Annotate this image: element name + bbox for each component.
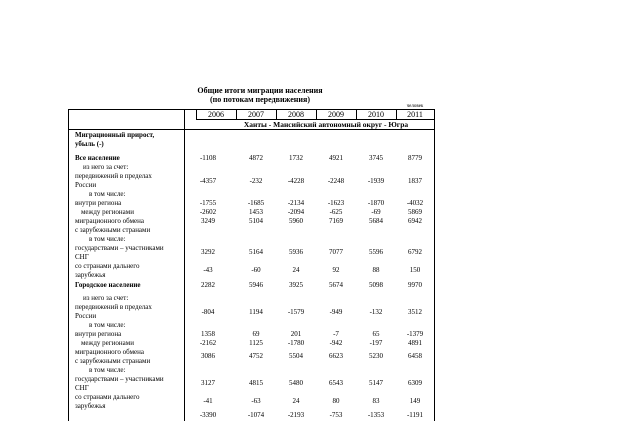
table-cell: 6942 bbox=[408, 217, 422, 225]
row-label-line: миграционного обмена bbox=[75, 348, 144, 356]
table-cell: 6458 bbox=[408, 352, 422, 360]
row-label-line: зарубежья bbox=[75, 271, 106, 279]
row-label-line: России bbox=[75, 312, 97, 320]
row-label bbox=[75, 303, 152, 321]
table-cell: -2162 bbox=[199, 339, 217, 347]
table-cell: 5674 bbox=[329, 281, 343, 289]
table-cell: -60 bbox=[251, 266, 261, 274]
row-label bbox=[75, 244, 164, 262]
row-label bbox=[75, 321, 126, 330]
table-cell: 4891 bbox=[408, 339, 422, 347]
row-label-line: Городское население bbox=[75, 281, 141, 289]
row-label-line: с зарубежными странами bbox=[75, 357, 151, 365]
year-divider bbox=[276, 109, 277, 120]
table-cell: -804 bbox=[201, 308, 215, 316]
table-cell: 92 bbox=[332, 266, 340, 274]
year-divider bbox=[396, 109, 397, 120]
row-label-line: передвижений в пределах bbox=[75, 303, 152, 311]
table-cell: -1685 bbox=[247, 199, 265, 207]
row-label-line: СНГ bbox=[75, 253, 89, 261]
row-label bbox=[75, 190, 126, 199]
year-header: 2008 bbox=[288, 110, 304, 119]
table-cell: -625 bbox=[329, 208, 343, 216]
year-header: 2007 bbox=[248, 110, 264, 119]
row-label-line: между регионами bbox=[81, 339, 134, 347]
table-cell: 3745 bbox=[369, 154, 383, 162]
table-cell: 6543 bbox=[329, 379, 343, 387]
table-cell: 3292 bbox=[201, 248, 215, 256]
table-cell: 7169 bbox=[329, 217, 343, 225]
region-title: Ханты - Мансийский автономный округ - Югра bbox=[243, 120, 409, 129]
table-cell: 4815 bbox=[249, 379, 263, 387]
row-label bbox=[75, 199, 121, 208]
table-cell: 4752 bbox=[249, 352, 263, 360]
table-cell: 9970 bbox=[408, 281, 422, 289]
row-label-line: внутри региона bbox=[75, 330, 122, 338]
row-label bbox=[75, 262, 139, 280]
table-cell: 83 bbox=[372, 397, 380, 405]
table-cell: 5104 bbox=[249, 217, 263, 225]
table-cell: -43 bbox=[203, 266, 213, 274]
table-cell: 2282 bbox=[201, 281, 215, 289]
row-label bbox=[75, 172, 152, 190]
table-cell: 3086 bbox=[201, 352, 215, 360]
table-cell: 3925 bbox=[289, 281, 303, 289]
table-cell: -753 bbox=[329, 411, 343, 419]
table-cell: 1125 bbox=[249, 339, 263, 347]
table-cell: -63 bbox=[251, 397, 261, 405]
table-cell: 201 bbox=[290, 330, 302, 338]
table-cell: 5936 bbox=[289, 248, 303, 256]
table-cell: -1191 bbox=[406, 411, 424, 419]
row-label bbox=[75, 217, 150, 235]
table-cell: -41 bbox=[203, 397, 213, 405]
row-label-line: в том числе: bbox=[89, 321, 126, 329]
table-cell: -2134 bbox=[287, 199, 305, 207]
table-cell: 5480 bbox=[289, 379, 303, 387]
row-label-line: государствами – участниками bbox=[75, 375, 164, 383]
row-label-line: со странами дальнего bbox=[75, 393, 140, 401]
row-label-line: в том числе: bbox=[89, 235, 126, 243]
table-cell: 5164 bbox=[249, 248, 263, 256]
row-label-line: Все население bbox=[75, 154, 120, 162]
table-cell: 5960 bbox=[289, 217, 303, 225]
table-cell: 150 bbox=[409, 266, 421, 274]
table-cell: 5946 bbox=[249, 281, 263, 289]
table-cell: 6623 bbox=[329, 352, 343, 360]
table-cell: 8779 bbox=[408, 154, 422, 162]
year-header: 2010 bbox=[368, 110, 384, 119]
table-cell: -2602 bbox=[199, 208, 217, 216]
table-cell: -4228 bbox=[287, 177, 305, 185]
row-label bbox=[75, 208, 134, 217]
table-cell: -197 bbox=[369, 339, 383, 347]
row-label bbox=[75, 235, 126, 244]
table-cell: 65 bbox=[372, 330, 380, 338]
row-label bbox=[75, 330, 121, 339]
table-cell: 4872 bbox=[249, 154, 263, 162]
row-label bbox=[75, 393, 139, 411]
row-label-line: СНГ bbox=[75, 384, 89, 392]
table-cell: -2094 bbox=[287, 208, 305, 216]
row-label-line: России bbox=[75, 181, 97, 189]
table-cell: 5230 bbox=[369, 352, 383, 360]
table-subtitle: (по потокам передвижения) bbox=[209, 95, 311, 104]
table-cell: -4032 bbox=[406, 199, 424, 207]
row-label bbox=[75, 375, 164, 393]
table-cell: -1353 bbox=[367, 411, 385, 419]
table-cell: -1074 bbox=[247, 411, 265, 419]
table-cell: -132 bbox=[369, 308, 383, 316]
row-label-line: в том числе: bbox=[89, 190, 126, 198]
year-divider bbox=[316, 109, 317, 120]
row-label bbox=[75, 339, 134, 348]
row-label bbox=[75, 163, 128, 172]
table-cell: 69 bbox=[252, 330, 260, 338]
row-label-line: из него за счет: bbox=[83, 163, 129, 171]
table-left-border bbox=[68, 109, 69, 421]
table-cell: 5684 bbox=[369, 217, 383, 225]
table-cell: 80 bbox=[332, 397, 340, 405]
table-cell: -942 bbox=[329, 339, 343, 347]
table-cell: 1194 bbox=[249, 308, 263, 316]
row-label-line: со странами дальнего bbox=[75, 262, 140, 270]
table-cell: -1870 bbox=[367, 199, 385, 207]
row-label-line: внутри региона bbox=[75, 199, 122, 207]
table-cell: -949 bbox=[329, 308, 343, 316]
table-cell: -1939 bbox=[367, 177, 385, 185]
table-cell: 88 bbox=[372, 266, 380, 274]
row-label-line: миграционного обмена bbox=[75, 217, 144, 225]
table-cell: 7077 bbox=[329, 248, 343, 256]
row-label-line: в том числе: bbox=[89, 366, 126, 374]
row-label bbox=[75, 281, 141, 290]
row-label-line: между регионами bbox=[81, 208, 134, 216]
table-cell: -1108 bbox=[199, 154, 217, 162]
table-cell: 5098 bbox=[369, 281, 383, 289]
table-cell: 1837 bbox=[408, 177, 422, 185]
year-header: 2009 bbox=[328, 110, 344, 119]
table-cell: -1755 bbox=[199, 199, 217, 207]
table-cell: 5504 bbox=[289, 352, 303, 360]
table-cell: -4357 bbox=[199, 177, 217, 185]
year-header: 2011 bbox=[407, 110, 423, 119]
row-label bbox=[75, 348, 150, 366]
table-cell: -3390 bbox=[199, 411, 217, 419]
table-cell: 5596 bbox=[369, 248, 383, 256]
table-cell: 1453 bbox=[249, 208, 263, 216]
region-border bbox=[68, 129, 434, 130]
section-header: Миграционный прирост, убыль (-) bbox=[75, 131, 155, 148]
year-header: 2006 bbox=[208, 110, 224, 119]
row-label-line: с зарубежными странами bbox=[75, 226, 151, 234]
year-divider bbox=[236, 109, 237, 120]
table-cell: -1579 bbox=[287, 308, 305, 316]
table-cell: -1780 bbox=[287, 339, 305, 347]
table-cell: 6792 bbox=[408, 248, 422, 256]
row-label-line: государствами – участниками bbox=[75, 244, 164, 252]
table-cell: 1358 bbox=[201, 330, 215, 338]
table-title: Общие итоги миграции населения bbox=[197, 86, 323, 95]
table-cell: 3512 bbox=[408, 308, 422, 316]
unit-label: человек bbox=[406, 104, 424, 109]
row-label bbox=[75, 366, 126, 375]
table-cell: 24 bbox=[292, 397, 300, 405]
table-cell: 6309 bbox=[408, 379, 422, 387]
table-cell: 5869 bbox=[408, 208, 422, 216]
table-cell: 3127 bbox=[201, 379, 215, 387]
year-divider bbox=[196, 109, 197, 120]
table-cell: 3249 bbox=[201, 217, 215, 225]
table-cell: -69 bbox=[371, 208, 381, 216]
table-cell: -2193 bbox=[287, 411, 305, 419]
row-label bbox=[75, 294, 128, 303]
table-cell: 5147 bbox=[369, 379, 383, 387]
table-cell: 4921 bbox=[329, 154, 343, 162]
row-label bbox=[75, 154, 120, 163]
table-cell: -1379 bbox=[406, 330, 424, 338]
table-cell: -2248 bbox=[327, 177, 345, 185]
row-label-line: зарубежья bbox=[75, 402, 106, 410]
row-label-line: из него за счет: bbox=[83, 294, 129, 302]
table-cell: -7 bbox=[333, 330, 339, 338]
table-cell: 1732 bbox=[289, 154, 303, 162]
table-cell: -1623 bbox=[327, 199, 345, 207]
year-divider bbox=[356, 109, 357, 120]
table-cell: -232 bbox=[249, 177, 263, 185]
table-cell: 149 bbox=[409, 397, 421, 405]
table-cell: 24 bbox=[292, 266, 300, 274]
row-label-line: передвижений в пределах bbox=[75, 172, 152, 180]
